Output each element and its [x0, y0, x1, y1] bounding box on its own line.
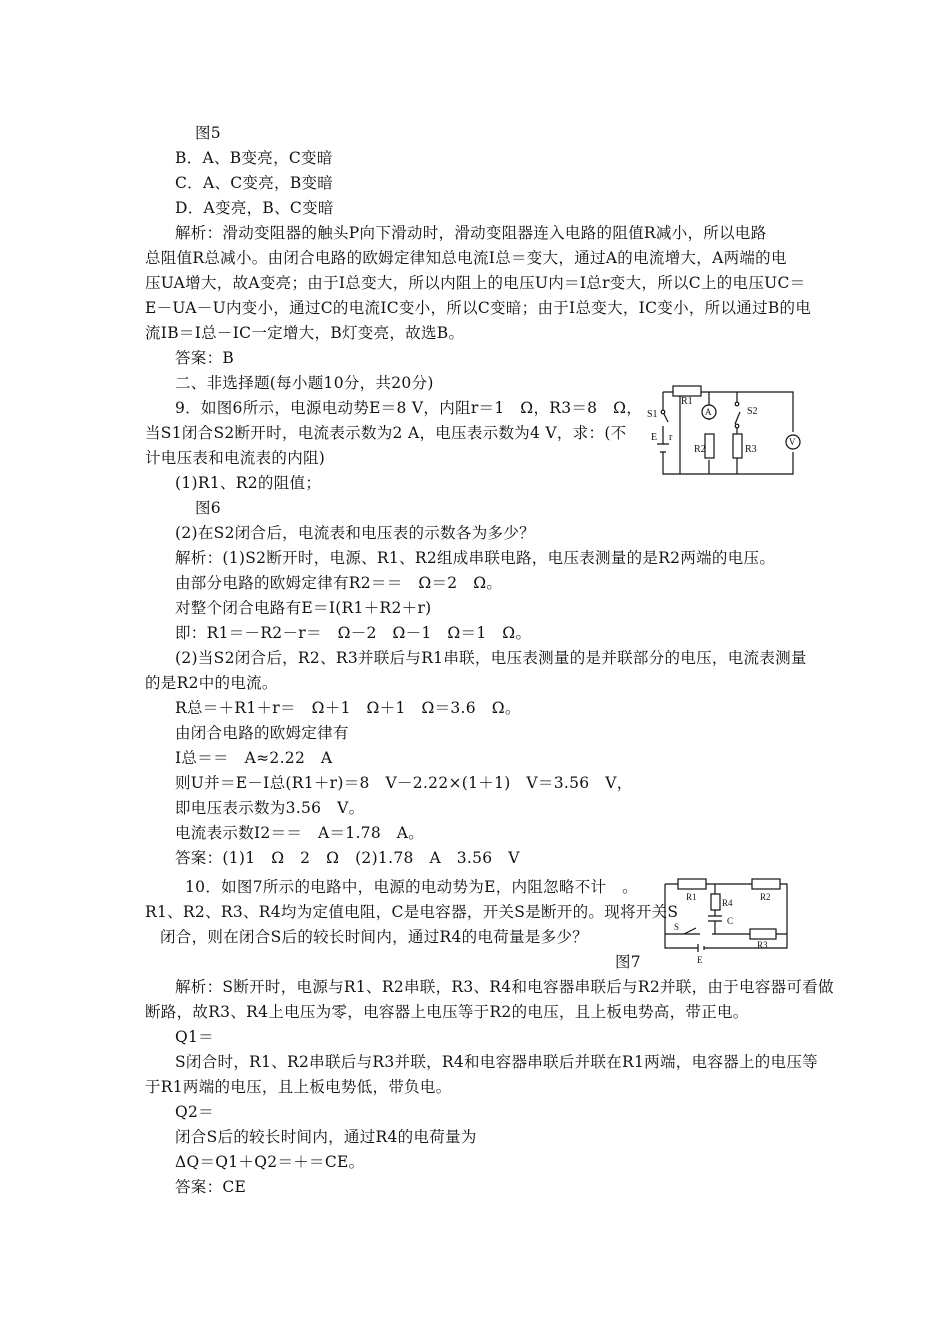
solution-line: 由部分电路的欧姆定律有R2＝＝ Ω＝2 Ω。 — [175, 574, 503, 592]
solution-line: Q1＝ — [175, 1028, 214, 1046]
answer-line: 答案：CE — [175, 1178, 247, 1196]
question-10-line: R1、R2、R3、R4均为定值电阻，C是电容器，开关S是断开的。现将开关S — [145, 903, 679, 921]
analysis-line: 压UA增大，故A变亮；由于I总变大，所以内阻上的电压U内＝I总r变大，所以C上的电压UC＝ — [145, 274, 806, 292]
solution-line: 电流表示数I2＝＝ A＝1.78 A。 — [175, 824, 425, 842]
voltmeter-label: V — [789, 437, 796, 447]
label-r3: R3 — [757, 940, 768, 950]
solution-line: 于R1两端的电压，且上板电势低，带负电。 — [145, 1078, 452, 1096]
solution-line: S闭合时，R1、R2串联后与R3并联，R4和电容器串联后并联在R1两端，电容器上的电压等 — [175, 1053, 818, 1071]
label-r1: R1 — [686, 892, 697, 902]
question-10-line: 闭合，则在闭合S后的较长时间内，通过R4的电荷量是多少？ — [160, 928, 589, 946]
analysis-line: E－UA－U内变小，通过C的电流IC变小，所以C变暗；由于I总变大，IC变小，所以通过B的电 — [145, 299, 812, 317]
label-e: E — [697, 955, 703, 965]
label-s1: S1 — [647, 409, 658, 420]
solution-line: 则U并＝E－I总(R1＋r)＝8 V－2.22×(1＋1) V＝3.56 V， — [175, 774, 633, 792]
solution-line: 断路，故R3、R4上电压为零，电容器上电压等于R2的电压，且上板电势高，带正电。 — [145, 1003, 749, 1021]
solution-line: 解析：(1)S2断开时，电源、R1、R2组成串联电路，电压表测量的是R2两端的电压。 — [175, 549, 776, 567]
solution-line: 闭合S后的较长时间内，通过R4的电荷量为 — [175, 1128, 477, 1146]
figure-7-caption: 图7 — [615, 953, 641, 971]
label-e: E — [651, 432, 658, 443]
analysis-line: 总阻值R总减小。由闭合电路的欧姆定律知总电流I总＝变大，通过A的电流增大，A两端的电 — [145, 249, 787, 267]
figure-5-caption: 图5 — [195, 124, 221, 142]
option-b: B．A、B变亮，C变暗 — [175, 149, 333, 167]
label-c: C — [727, 916, 734, 926]
label-r4: R4 — [722, 898, 733, 908]
question-9-part2: (2)在S2闭合后，电流表和电压表的示数各为多少？ — [175, 524, 535, 542]
analysis-line: 流IB＝I总－IC一定增大，B灯变亮，故选B。 — [145, 324, 465, 342]
ammeter-label: A — [705, 407, 712, 417]
solution-line: 对整个闭合电路有E＝I(R1＋R2＋r) — [175, 599, 432, 617]
question-9-line: 9．如图6所示，电源电动势E＝8 V，内阻r＝1 Ω，R3＝8 Ω， — [175, 399, 643, 417]
analysis-line: 解析：滑动变阻器的触头P向下滑动时，滑动变阻器连入电路的阻值R减小，所以电路 — [175, 224, 767, 242]
label-r2: R2 — [694, 444, 706, 455]
solution-line: Q2＝ — [175, 1103, 214, 1121]
label-r1: R1 — [681, 396, 693, 407]
solution-line: 解析：S断开时，电源与R1、R2串联，R3、R4和电容器串联后与R2并联，由于电容器可看做 — [175, 978, 834, 996]
solution-line: ΔQ＝Q1＋Q2＝＋＝CE。 — [175, 1153, 365, 1171]
solution-line: 即电压表示数为3.56 V。 — [175, 799, 365, 817]
answer-line: 答案：(1)1 Ω 2 Ω (2)1.78 A 3.56 V — [175, 849, 520, 867]
question-9-line: 当S1闭合S2断开时，电流表示数为2 A，电压表示数为4 V，求：(不 — [145, 424, 627, 442]
label-s: S — [674, 922, 680, 932]
solution-line: 即：R1＝－R2－r＝ Ω－2 Ω－1 Ω＝1 Ω。 — [175, 624, 532, 642]
section-heading: 二、非选择题(每小题10分，共20分) — [175, 374, 434, 392]
question-10-line: 10．如图7所示的电路中，电源的电动势为E，内阻忽略不计 。 — [185, 878, 638, 896]
option-d: D．A变亮，B、C变暗 — [175, 199, 334, 217]
solution-line: (2)当S2闭合后，R2、R3并联后与R1串联，电压表测量的是并联部分的电压，电流表测量 — [175, 649, 807, 667]
solution-line: R总＝＋R1＋r＝ Ω＋1 Ω＋1 Ω＝3.6 Ω。 — [175, 699, 521, 717]
figure-6-circuit — [645, 382, 815, 486]
label-s2: S2 — [747, 406, 758, 417]
label-r2: R2 — [760, 892, 771, 902]
figure-6-caption: 图6 — [195, 499, 221, 517]
solution-line: 由闭合电路的欧姆定律有 — [175, 724, 349, 742]
question-9-line: 计电压表和电流表的内阻) — [145, 449, 326, 467]
solution-line: 的是R2中的电流。 — [145, 674, 278, 692]
figure-7-circuit — [660, 876, 792, 965]
solution-line: I总＝＝ A≈2.22 A — [175, 749, 333, 767]
answer-line: 答案：B — [175, 349, 235, 367]
label-r3: R3 — [745, 444, 757, 455]
label-r: r — [669, 432, 673, 443]
question-9-part1: (1)R1、R2的阻值； — [175, 474, 322, 492]
option-c: C．A、C变亮，B变暗 — [175, 174, 334, 192]
